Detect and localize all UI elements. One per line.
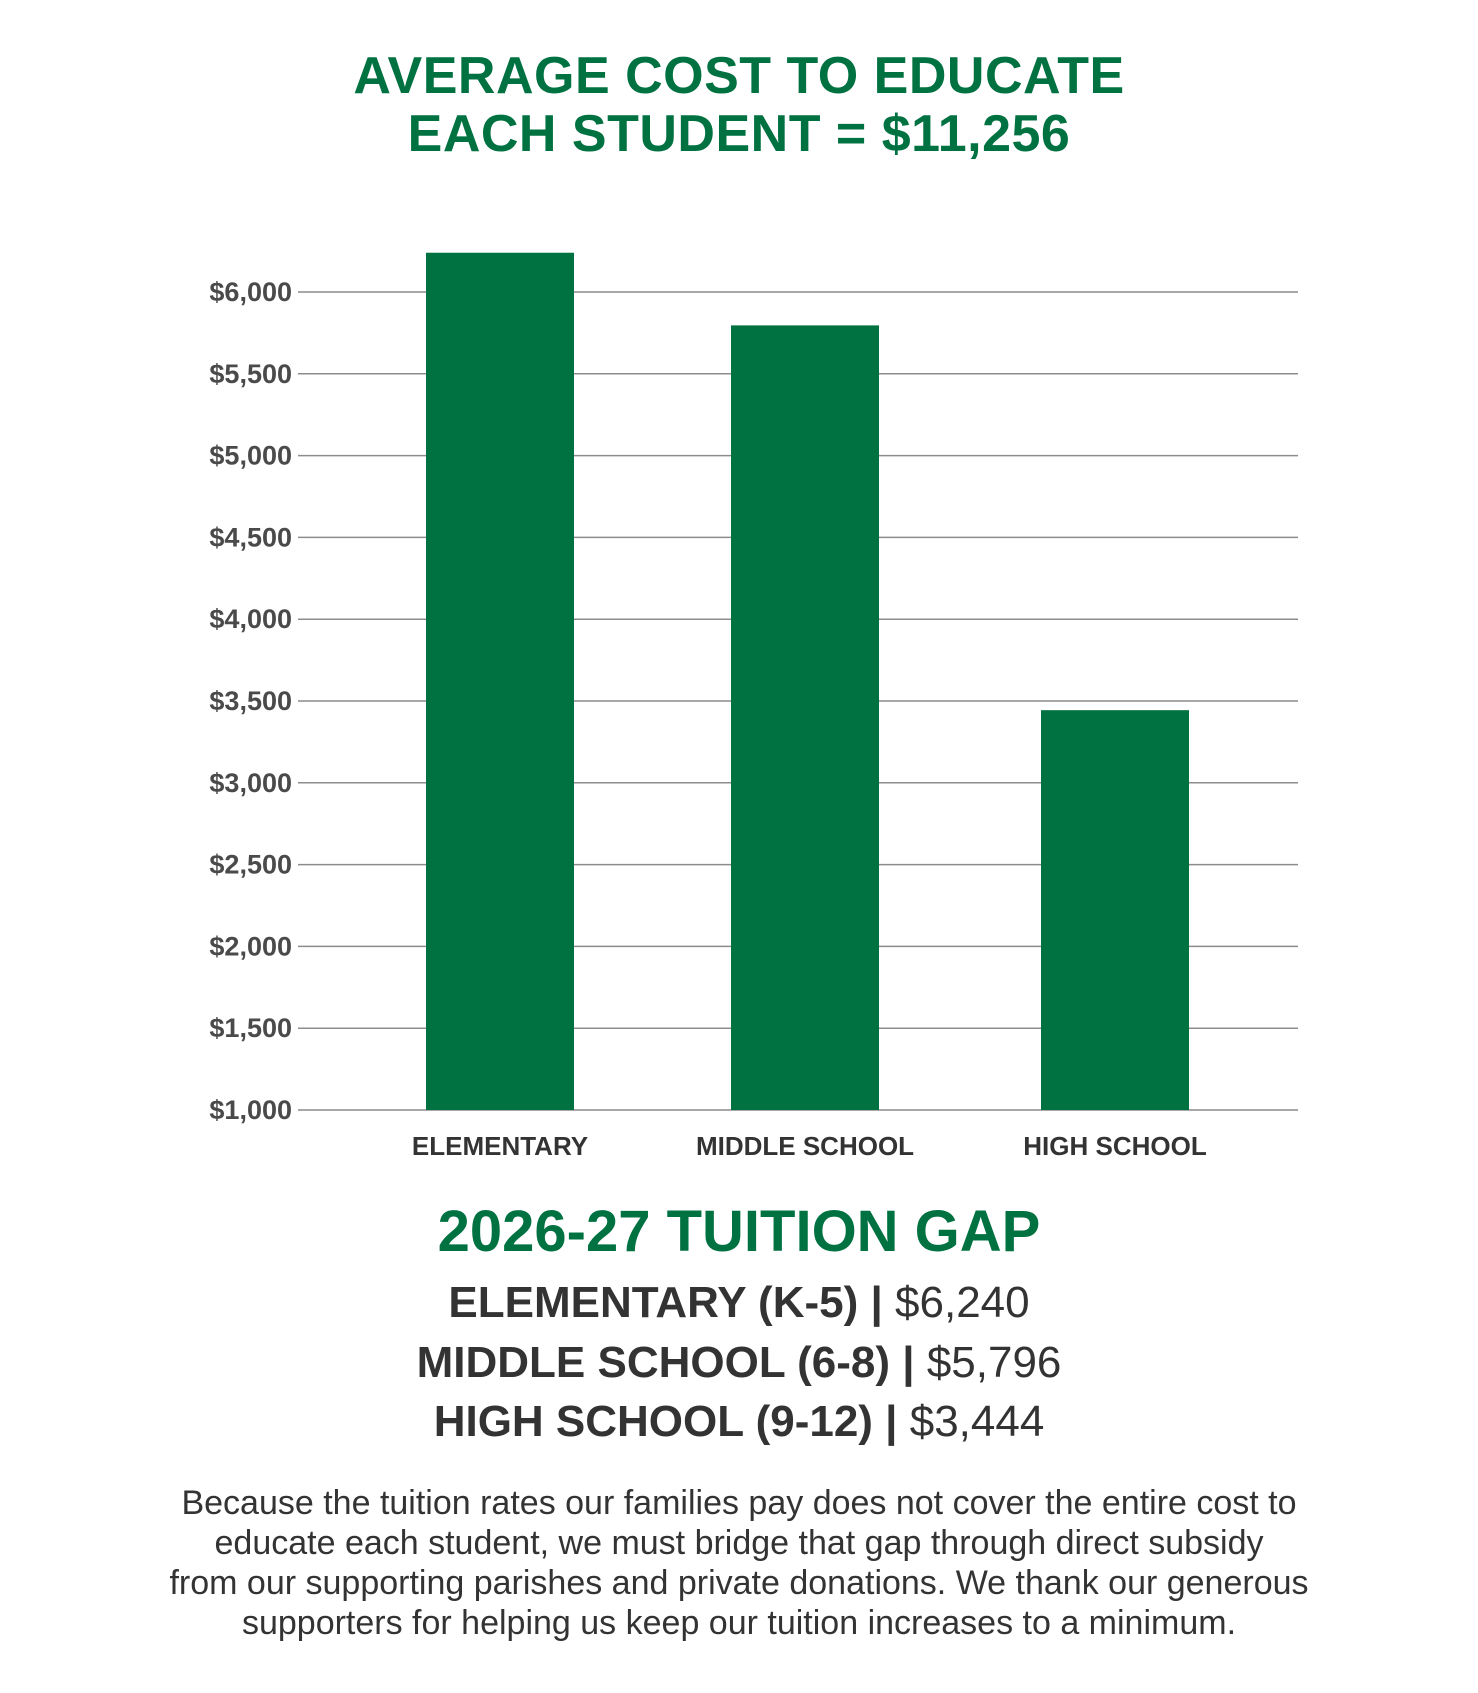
footnote-line: from our supporting parishes and private donations. We thank our generous [169,1564,1309,1602]
x-tick-label: MIDDLE SCHOOL [695,1131,915,1161]
tuition-gap-label: MIDDLE SCHOOL (6-8) | [416,1338,915,1387]
tuition-gap-label: ELEMENTARY (K-5) | [448,1278,883,1327]
y-tick-label: $4,500 [209,522,292,553]
x-tick-label: HIGH SCHOOL [1023,1131,1207,1161]
y-tick-label: $1,500 [209,1013,292,1044]
bar-middle-school [731,325,879,1110]
tuition-gap-value: $3,444 [909,1397,1045,1446]
y-axis-ticks [209,277,292,1125]
footnote-line: supporters for helping us keep our tuition increases to a minimum. [241,1604,1237,1642]
y-tick-label: $4,000 [209,604,292,635]
tuition-gap-row-elementary [0,1277,1478,1329]
y-tick-label: $5,000 [209,440,292,471]
footnote-line: educate each student, we must bridge that gap through direct subsidy [214,1524,1264,1562]
bars [426,253,1189,1110]
tuition-gap-row-middle-school [0,1337,1478,1389]
y-tick-label: $2,500 [209,849,292,880]
x-tick-label: ELEMENTARY [411,1131,589,1161]
y-tick-label: $6,000 [209,277,292,307]
tuition-gap-value: $5,796 [926,1338,1062,1387]
y-tick-label: $5,500 [209,358,292,389]
footnote-paragraph [30,1483,1448,1643]
chart-title-line-1: AVERAGE COST TO EDUCATE [353,47,1125,105]
footnote-line: Because the tuition rates our families pay does not cover the entire cost to [181,1484,1297,1522]
y-tick-label: $1,000 [209,1095,292,1125]
chart-title-line-2: EACH STUDENT = $11,256 [407,105,1071,163]
x-axis-ticks [412,1131,1207,1161]
y-tick-label: $3,000 [209,767,292,798]
tuition-gap-label: HIGH SCHOOL (9-12) | [433,1397,898,1446]
bar-high-school [1041,710,1189,1110]
y-tick-label: $3,500 [209,686,292,716]
tuition-gap-value: $6,240 [895,1278,1030,1327]
bar-elementary [426,253,574,1110]
tuition-gap-row-high-school [0,1396,1478,1448]
y-tick-label: $2,000 [209,931,292,962]
tuition-gap-title: 2026-27 TUITION GAP [437,1199,1041,1264]
